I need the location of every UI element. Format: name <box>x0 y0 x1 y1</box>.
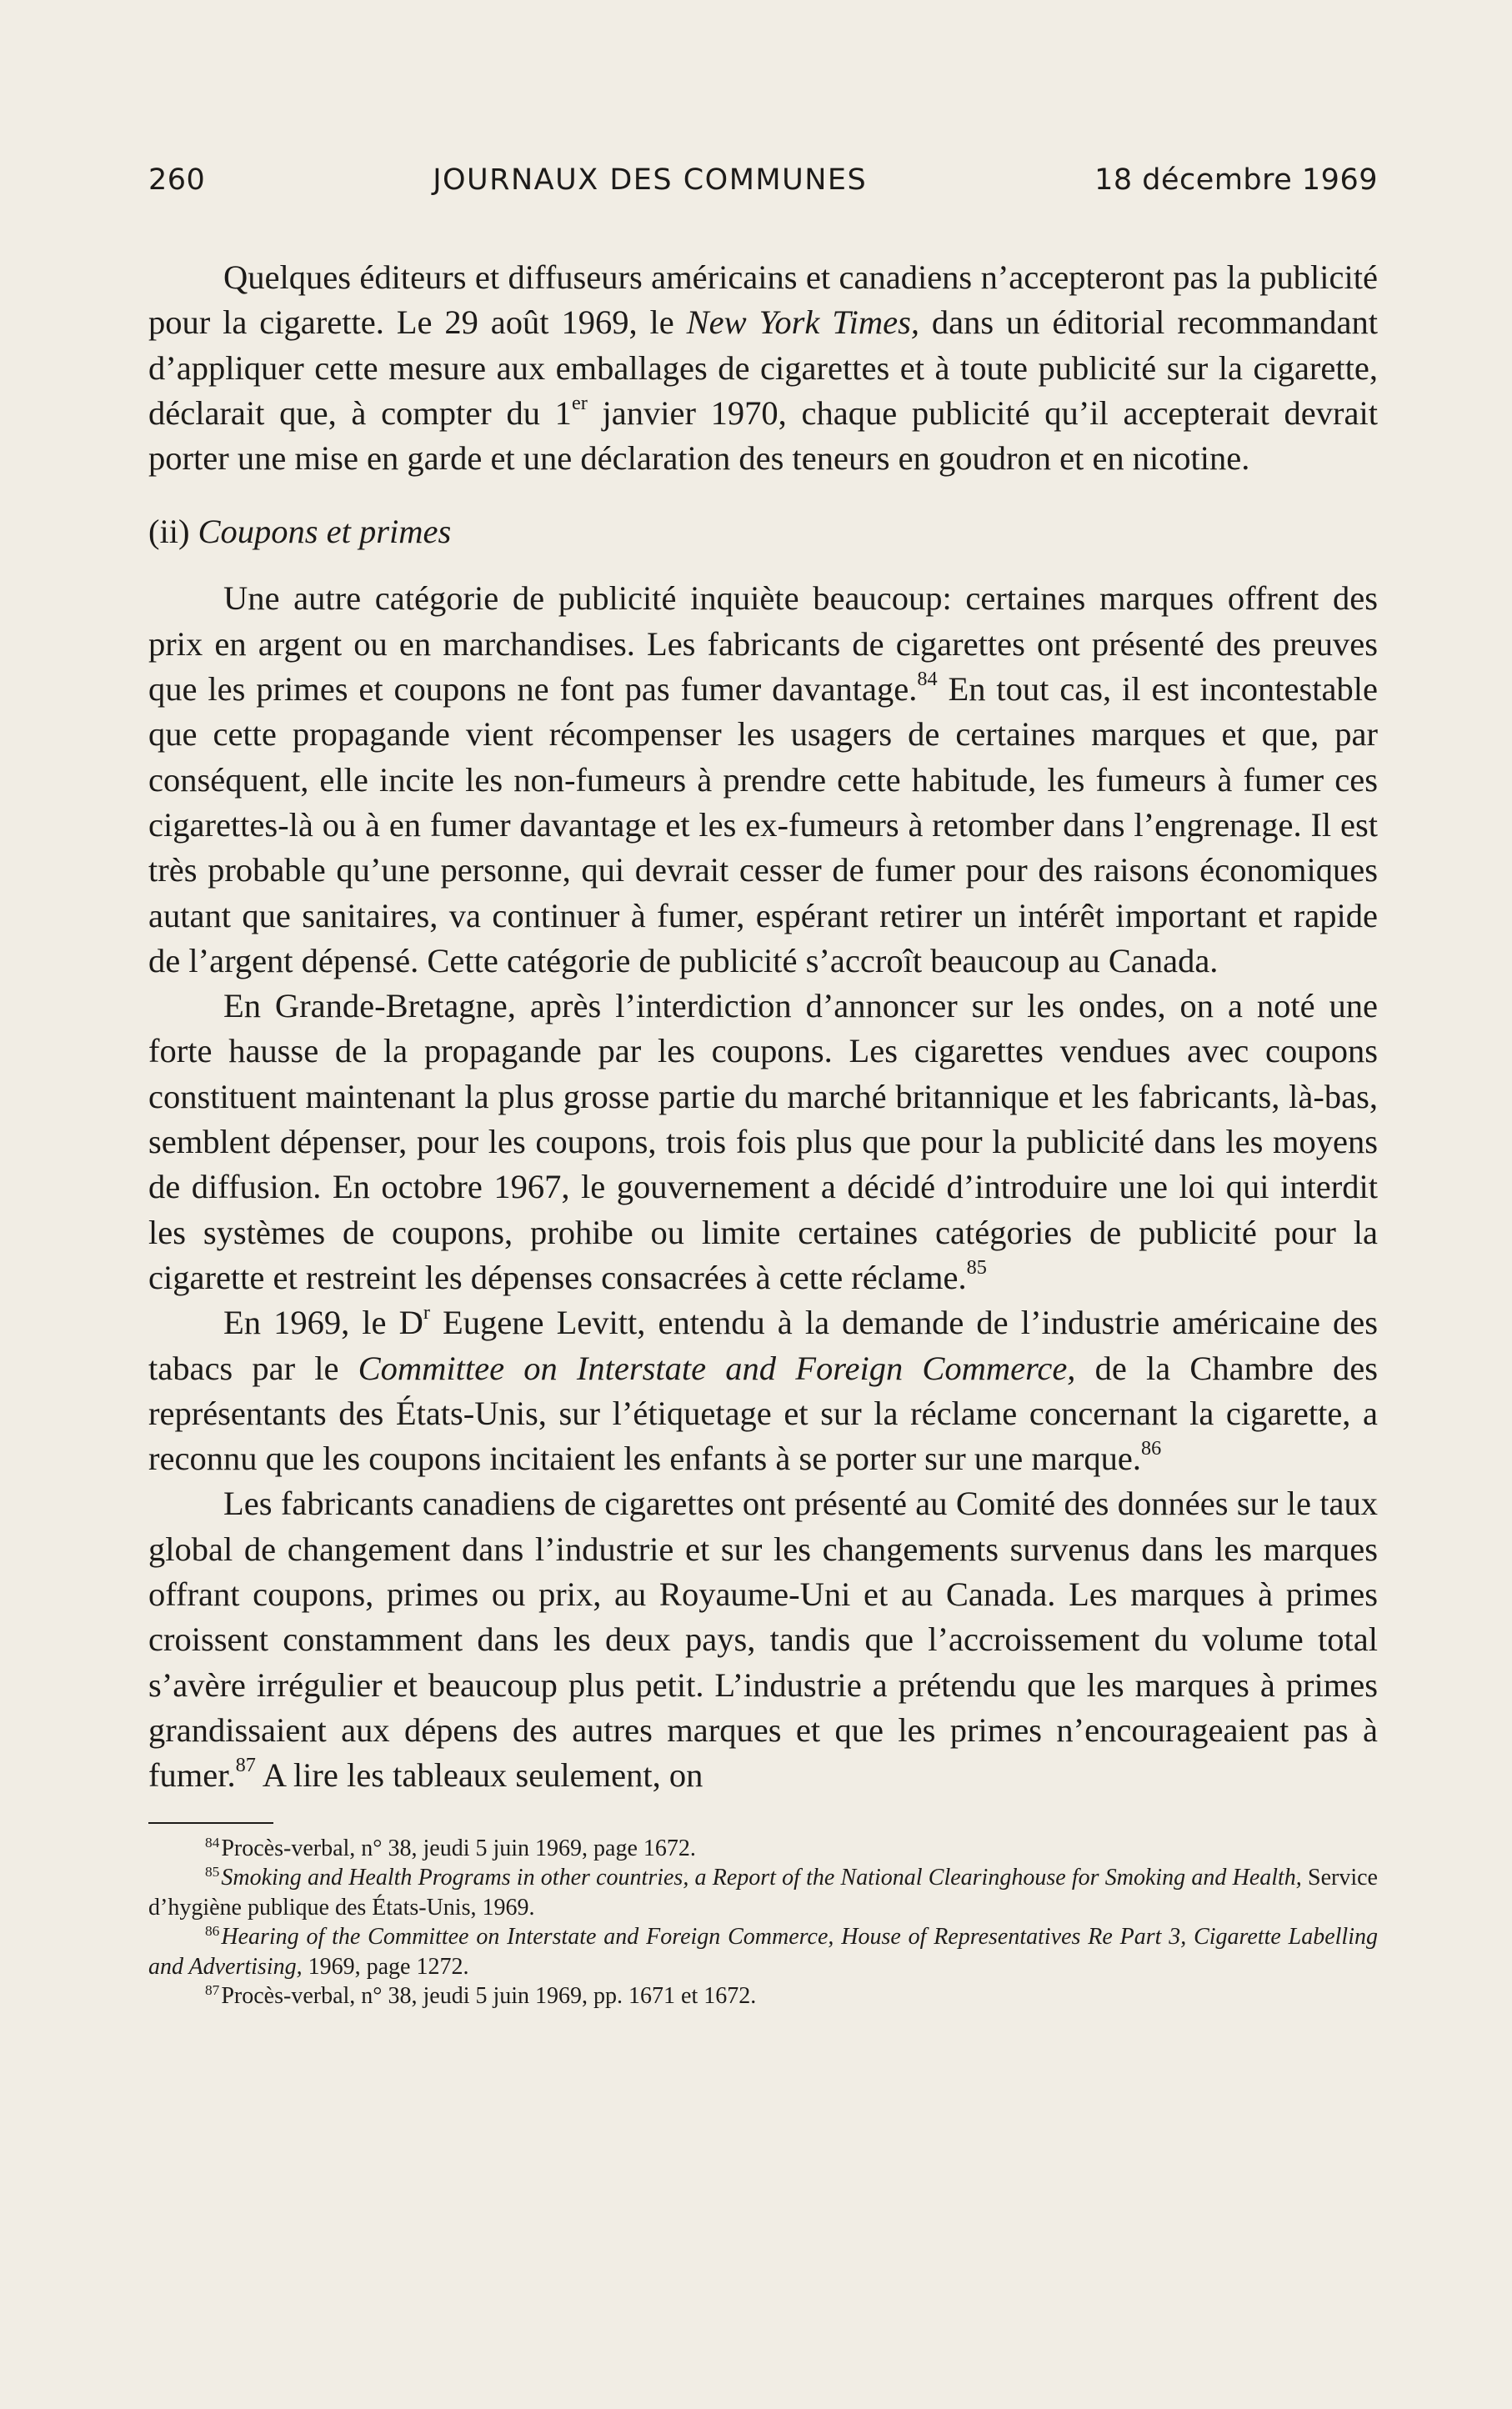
paragraph-great-britain: En Grande-Bretagne, après l’interdiction d’annoncer sur les ondes, on a noté une forte hausse de la propagande par les coupons. Les cigarettes vendues avec coupons constituent maintenant la plus grosse partie du marché britannique et les fabricants, là-bas, semblent dépenser, pour les coupons, trois fois plus que pour la publicité dans les moyens de diffusion. En octobre 1967, le gouvernement a décidé d’introduire une loi qui interdit les systèmes de coupons, prohibe ou limite certaines catégories de publicité pour la cigarette et restreint les dépenses consacrées à cette réclame.$^{85}$ <box>148 987 1378 1296</box>
running-header <box>148 163 1378 213</box>
footnote-84: $^{84}$Procès-verbal, n° 38, jeudi 5 juin 1969, page 1672. <box>205 1834 696 1861</box>
footnote-ref-84: 84 <box>917 667 938 690</box>
paragraph-editors: Quelques éditeurs et diffuseurs américains et canadiens n’accepteront pas la publicité pour la cigarette. Le 29 août 1969, le New York Times, dans un éditorial recommandant d’appliquer cette mesure aux emballages de cigarettes et à toute publicité sur la cigarette, déclarait que, à compter du 1er janvier 1970, chaque publicité qu’il accepterait devrait porter une mise en garde et une déclaration des teneurs en goudron et en nicotine. <box>148 258 1378 478</box>
footnote-ref-86: 86 <box>1140 1436 1162 1460</box>
paragraph-levitt: En 1969, le $D^r$ Eugene Levitt, entendu à la demande de l’industrie américaine des tabacs par le Committee on Interstate and Foreign Commerce, de la Chambre des représentants des États-Unis, sur l’étiquetage et sur la réclame concernant la cigarette, a reconnu que les coupons incitaient les enfants à se porter sur une marque.$^{86}$ <box>148 1301 1378 1478</box>
section-title: Coupons et primes <box>198 513 452 551</box>
footnote-85: $^{85}$Smoking and Health Programs in other countries, a Report of the National Clearinghouse for Smoking and Health, Service d’hygiène publique des États-Unis, 1969. <box>148 1864 1378 1921</box>
title-superscript: r <box>423 1301 430 1325</box>
footnote-ref-87: 87 <box>235 1753 256 1776</box>
section-heading <box>148 509 1378 554</box>
page-number: 260 <box>148 163 206 197</box>
header-date: 18 décembre 1969 <box>1094 163 1378 197</box>
footnote-86: $^{86}$Hearing of the Committee on Interstate and Foreign Commerce, House of Representatives Re Part 3, Cigarette Labelling and Advertising, 1969, page 1272. <box>148 1923 1378 1980</box>
ordinal-superscript: er <box>571 391 588 414</box>
footnotes <box>148 1834 1378 2011</box>
paragraph-canadian-manufacturers: Les fabricants canadiens de cigarettes ont présenté au Comité des données sur le taux global de changement dans l’industrie et sur les changements survenus dans les marques offrant coupons, primes ou prix, au Royaume-Uni et au Canada. Les marques à primes croissent constamment dans les deux pays, tandis que l’accroissement du volume total s’avère irrégulier et beaucoup plus petit. L’industrie a prétendu que les marques à primes grandissaient aux dépens des autres marques et que les primes n’encourageaient pas à fumer.$^{87}$ A lire les tableaux seulement, on <box>148 1485 1378 1795</box>
footnote-separator <box>148 1822 273 1824</box>
paragraph-coupons-category: Une autre catégorie de publicité inquiète beaucoup: certaines marques offrent des prix en argent ou en marchandises. Les fabricants de cigarettes ont présenté des preuves que les primes et coupons ne font pas fumer davantage.$^{84}$ En tout cas, il est incontestable que cette propagande vient récompenser les usagers de certaines marques et que, par conséquent, elle incite les non-fumeurs à prendre cette habitude, les fumeurs à fumer ces cigarettes-là ou à en fumer davantage et les ex-fumeurs à retomber dans l’engrenage. Il est très probable qu’une personne, qui devrait cesser de fumer pour des raisons économiques autant que sanitaires, va continuer à fumer, espérant retirer un intérêt important et rapide de l’argent dépensé. Cette catégorie de publicité s’accroît beaucoup au Canada. <box>148 579 1378 979</box>
body-text <box>148 255 1378 1799</box>
section-number: (ii) <box>148 513 190 551</box>
footnote-ref-85: 85 <box>966 1255 987 1279</box>
footnote-87: $^{87}$Procès-verbal, n° 38, jeudi 5 juin 1969, pp. 1671 et 1672. <box>205 1982 757 2009</box>
committee-name: Committee on Interstate and Foreign Commerce, <box>358 1349 1076 1387</box>
publication-title: JOURNAUX DES COMMUNES <box>433 163 868 197</box>
document-page <box>148 163 1378 2011</box>
newspaper-title: New York Times, <box>686 303 919 342</box>
